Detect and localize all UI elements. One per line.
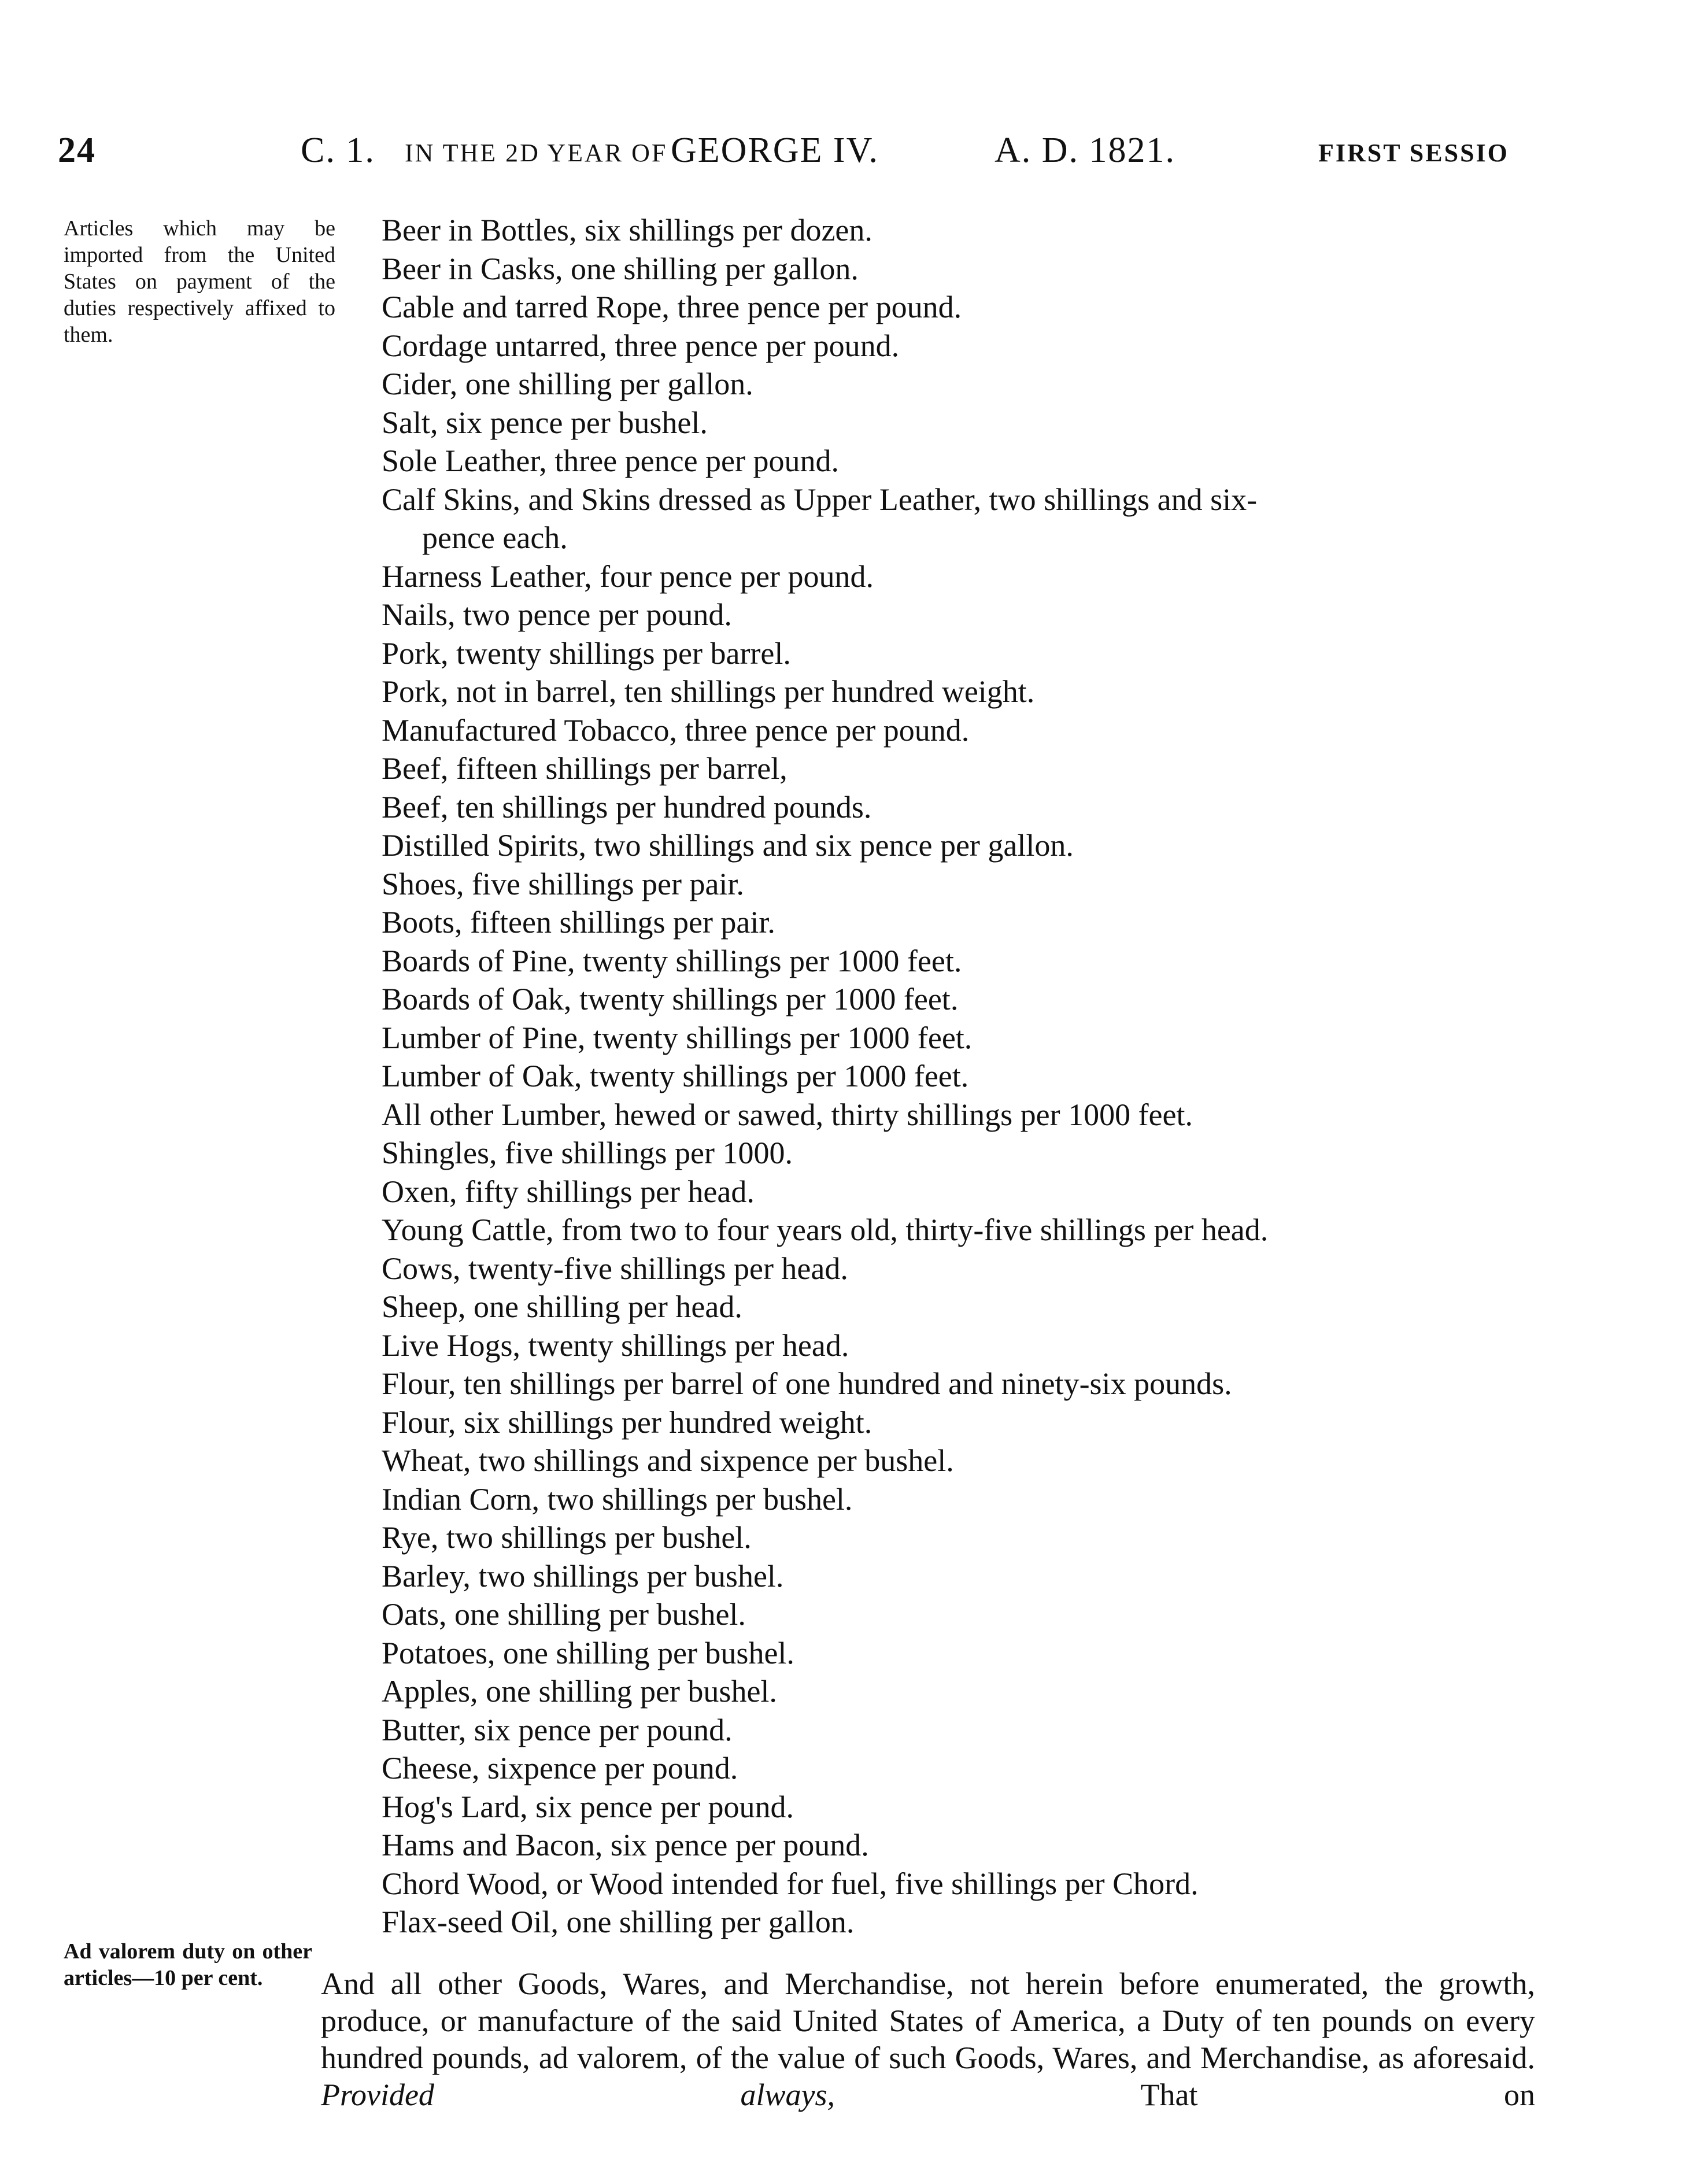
schedule-item: Cordage untarred, three pence per pound. (382, 328, 900, 363)
proviso-italic-phrase: Provided always, (321, 2077, 835, 2112)
schedule-item: Calf Skins, and Skins dressed as Upper Leather, two shillings and six- (382, 482, 1258, 517)
schedule-item: Oats, one shilling per bushel. (382, 1597, 746, 1632)
schedule-item: Distilled Spirits, two shillings and six pence per gallon. (382, 828, 1074, 863)
schedule-item: Beef, fifteen shillings per barrel, (382, 751, 788, 786)
schedule-item: Salt, six pence per bushel. (382, 405, 708, 440)
regnal-year-phrase: IN THE 2D YEAR OF (405, 139, 668, 167)
schedule-item: Pork, twenty shillings per barrel. (382, 635, 791, 671)
running-header (58, 130, 1538, 182)
schedule-item: Boards of Oak, twenty shillings per 1000 feet. (382, 982, 959, 1016)
schedule-item: Young Cattle, from two to four years old, thirty-five shillings per head. (382, 1212, 1269, 1247)
schedule-item: Cable and tarred Rope, three pence per pound. (382, 290, 962, 324)
schedule-item: Cider, one shilling per gallon. (382, 367, 753, 401)
schedule-item: Manufactured Tobacco, three pence per pound. (382, 712, 970, 748)
schedule-item: Flour, ten shillings per barrel of one hundred and ninety-six pounds. (382, 1366, 1232, 1401)
schedule-item: Boards of Pine, twenty shillings per 1000 feet. (382, 943, 962, 978)
schedule-item: All other Lumber, hewed or sawed, thirty shillings per 1000 feet. (382, 1097, 1193, 1132)
schedule-item: Indian Corn, two shillings per bushel. (382, 1481, 853, 1517)
duty-schedule-list (382, 211, 1538, 1942)
ad-valorem-paragraph (321, 1965, 1535, 2113)
schedule-item: Lumber of Oak, twenty shillings per 1000 feet. (382, 1059, 969, 1093)
schedule-item: Hog's Lard, six pence per pound. (382, 1789, 794, 1824)
schedule-item: Beef, ten shillings per hundred pounds. (382, 789, 872, 825)
schedule-item: Live Hogs, twenty shillings per head. (382, 1328, 849, 1363)
schedule-item: Potatoes, one shilling per bushel. (382, 1635, 794, 1670)
proviso-tail: That on (1140, 2077, 1535, 2112)
schedule-item: Oxen, fifty shillings per head. (382, 1174, 755, 1209)
schedule-item: Butter, six pence per pound. (382, 1712, 733, 1747)
schedule-item: Lumber of Pine, twenty shillings per 1000 feet. (382, 1020, 973, 1055)
anno-domini-date: A. D. 1821. (995, 131, 1176, 170)
session-label: FIRST SESSIO (1318, 139, 1509, 167)
schedule-item: Shingles, five shillings per 1000. (382, 1136, 793, 1170)
schedule-item: Flax-seed Oil, one shilling per gallon. (382, 1905, 855, 1939)
schedule-item: Sole Leather, three pence per pound. (382, 443, 839, 478)
schedule-item: Barley, two shillings per bushel. (382, 1558, 784, 1594)
schedule-item: Apples, one shilling per bushel. (382, 1674, 777, 1709)
king-name: GEORGE IV. (671, 131, 879, 170)
schedule-item: Pork, not in barrel, ten shillings per hundred weight. (382, 674, 1035, 709)
schedule-item: Cows, twenty-five shillings per head. (382, 1251, 848, 1286)
schedule-item: Nails, two pence per pound. (382, 597, 732, 632)
schedule-item: Hams and Bacon, six pence per pound. (382, 1828, 869, 1862)
schedule-item: Rye, two shillings per bushel. (382, 1520, 752, 1555)
chapter-number: C. 1. (301, 131, 375, 170)
schedule-item: Beer in Bottles, six shillings per dozen. (382, 213, 873, 247)
page-number: 24 (58, 131, 96, 170)
schedule-item-continuation: pence each. (422, 520, 568, 555)
schedule-item: Boots, fifteen shillings per pair. (382, 905, 775, 940)
schedule-item: Beer in Casks, one shilling per gallon. (382, 251, 859, 286)
margin-note-articles: Articles which may be imported from the United States on payment of the duties respectively affixed to them. (64, 216, 335, 347)
proviso-body: And all other Goods, Wares, and Merchandise, not herein before enumerated, the growth, produce, or manufacture of the said United States of America, a Duty of ten pounds on every hundred pounds, ad valorem, of the value of such Goods, Wares, and Merchandise, as aforesaid. (321, 1966, 1535, 2075)
margin-note-ad-valorem: Ad valorem duty on other articles—10 per cent. (64, 1939, 312, 1990)
schedule-item: Cheese, sixpence per pound. (382, 1751, 738, 1785)
schedule-item: Flour, six shillings per hundred weight. (382, 1404, 873, 1440)
schedule-item: Shoes, five shillings per pair. (382, 866, 744, 901)
schedule-item: Sheep, one shilling per head. (382, 1289, 742, 1324)
schedule-item: Harness Leather, four pence per pound. (382, 559, 874, 594)
schedule-item: Chord Wood, or Wood intended for fuel, five shillings per Chord. (382, 1866, 1199, 1901)
schedule-item: Wheat, two shillings and sixpence per bushel. (382, 1443, 954, 1478)
